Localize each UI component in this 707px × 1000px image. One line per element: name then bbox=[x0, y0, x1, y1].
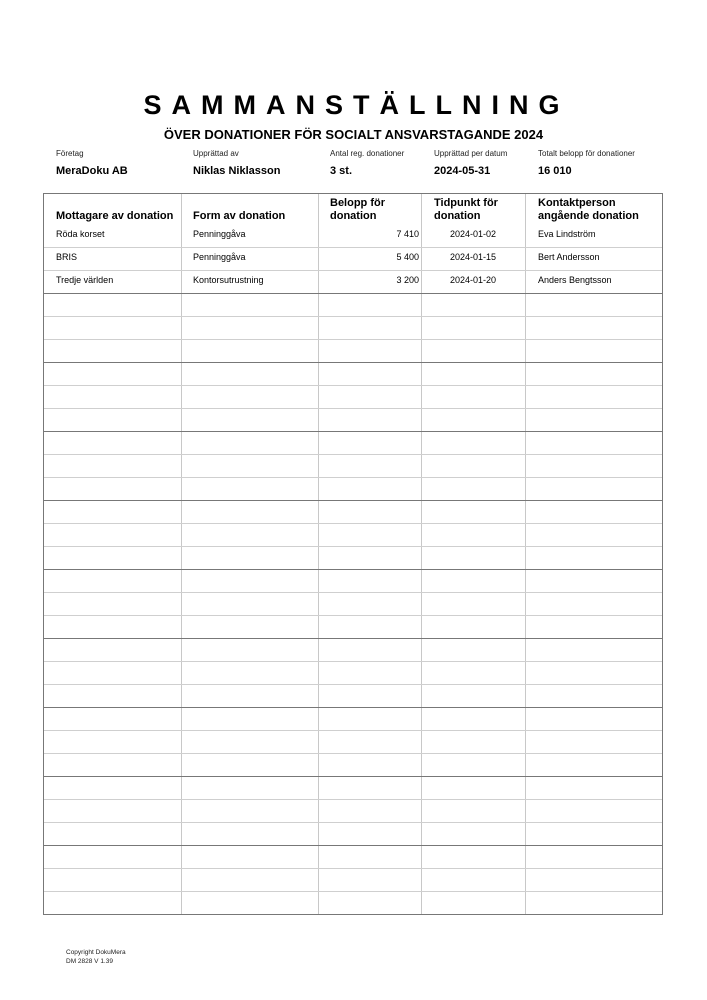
row-divider bbox=[44, 477, 662, 478]
row-divider bbox=[44, 546, 662, 547]
row-divider bbox=[44, 753, 662, 754]
row-divider bbox=[44, 891, 662, 892]
row-divider bbox=[44, 707, 662, 708]
row-divider bbox=[44, 431, 662, 432]
document-title: SAMMANSTÄLLNING bbox=[143, 90, 570, 120]
company-label: Företag bbox=[56, 149, 84, 158]
row-divider bbox=[44, 408, 662, 409]
row-divider bbox=[44, 776, 662, 777]
row1-recipient: Röda korset bbox=[56, 229, 105, 239]
column-divider bbox=[525, 194, 526, 914]
row1-amount: 7 410 bbox=[396, 229, 419, 239]
row3-recipient: Tredje världen bbox=[56, 275, 114, 285]
row-divider bbox=[44, 247, 662, 248]
header-time-line1: Tidpunkt för bbox=[434, 197, 498, 209]
document-subtitle: ÖVER DONATIONER FÖR SOCIALT ANSVARSTAGANDE 2024 bbox=[163, 127, 544, 142]
row3-amount: 3 200 bbox=[396, 275, 419, 285]
donation-count-label: Antal reg. donationer bbox=[330, 149, 405, 158]
row3-form: Kontorsutrustning bbox=[193, 275, 264, 285]
row-divider bbox=[44, 362, 662, 363]
prepared-date-value: 2024-05-31 bbox=[434, 165, 491, 177]
row-divider bbox=[44, 822, 662, 823]
row-divider bbox=[44, 293, 662, 294]
header-amount-line1: Belopp för bbox=[330, 197, 385, 209]
row1-form: Penninggåva bbox=[193, 229, 246, 239]
total-amount-value: 16 010 bbox=[538, 165, 572, 177]
row-divider bbox=[44, 615, 662, 616]
donation-table bbox=[43, 193, 663, 915]
header-amount-line2: donation bbox=[330, 210, 377, 222]
prepared-by-value: Niklas Niklasson bbox=[193, 165, 281, 177]
row-divider bbox=[44, 730, 662, 731]
row-divider bbox=[44, 661, 662, 662]
row2-recipient: BRIS bbox=[56, 252, 78, 262]
row1-contact: Eva Lindström bbox=[538, 229, 596, 239]
row-divider bbox=[44, 339, 662, 340]
row3-date: 2024-01-20 bbox=[449, 275, 497, 285]
row2-date: 2024-01-15 bbox=[449, 252, 497, 262]
row-divider bbox=[44, 385, 662, 386]
row3-contact: Anders Bengtsson bbox=[538, 275, 612, 285]
column-divider bbox=[421, 194, 422, 914]
row-divider bbox=[44, 316, 662, 317]
header-contact-line2: angående donation bbox=[538, 210, 639, 222]
row-divider bbox=[44, 569, 662, 570]
header-time-line2: donation bbox=[434, 210, 481, 222]
row2-contact: Bert Andersson bbox=[538, 252, 600, 262]
row-divider bbox=[44, 845, 662, 846]
row-divider bbox=[44, 868, 662, 869]
row2-form: Penninggåva bbox=[193, 252, 246, 262]
total-amount-label: Totalt belopp för donationer bbox=[538, 149, 635, 158]
prepared-date-label: Upprättad per datum bbox=[434, 149, 508, 158]
row-divider bbox=[44, 454, 662, 455]
row2-amount: 5 400 bbox=[396, 252, 419, 262]
prepared-by-label: Upprättad av bbox=[193, 149, 239, 158]
row-divider bbox=[44, 500, 662, 501]
header-recipient: Mottagare av donation bbox=[56, 210, 174, 222]
row-divider bbox=[44, 684, 662, 685]
row-divider bbox=[44, 638, 662, 639]
row1-date: 2024-01-02 bbox=[449, 229, 497, 239]
footer-copyright: Copyright DokuMera bbox=[66, 949, 126, 956]
footer-version: DM 2828 V 1.39 bbox=[66, 958, 113, 965]
column-divider bbox=[318, 194, 319, 914]
header-contact-line1: Kontaktperson bbox=[538, 197, 616, 209]
donation-count-value: 3 st. bbox=[330, 165, 353, 177]
column-divider bbox=[181, 194, 182, 914]
company-value: MeraDoku AB bbox=[56, 165, 128, 177]
row-divider bbox=[44, 523, 662, 524]
row-divider bbox=[44, 270, 662, 271]
row-divider bbox=[44, 799, 662, 800]
row-divider bbox=[44, 592, 662, 593]
header-form: Form av donation bbox=[193, 210, 286, 222]
